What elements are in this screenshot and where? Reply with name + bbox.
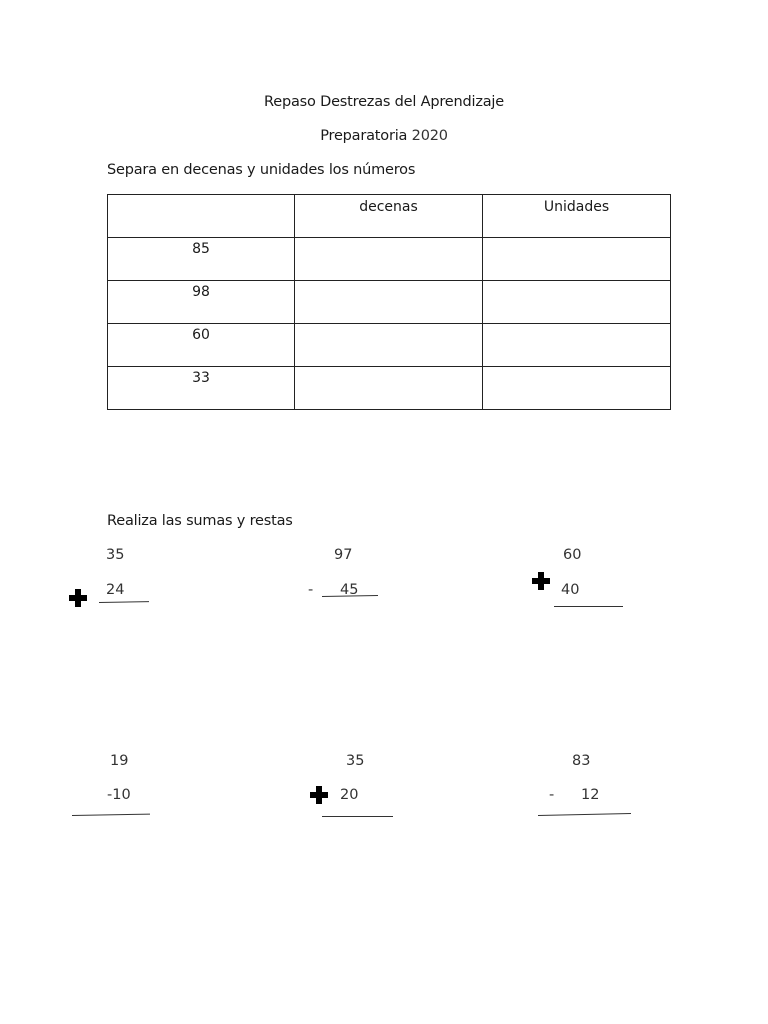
table-row bbox=[108, 281, 671, 324]
table-cell-units bbox=[483, 324, 671, 367]
problem-bottom-number: 12 bbox=[581, 787, 600, 803]
page-subtitle bbox=[0, 128, 768, 144]
table-cell-number: 33 bbox=[108, 367, 295, 410]
table-cell-number: 98 bbox=[108, 281, 295, 324]
problem-top-number: 35 bbox=[106, 547, 125, 563]
plus-icon bbox=[532, 572, 550, 590]
answer-line bbox=[322, 816, 393, 817]
answer-line bbox=[538, 813, 631, 816]
table-cell-units bbox=[483, 367, 671, 410]
section-instruction-tens-units: Separa en decenas y unidades los números bbox=[107, 162, 416, 178]
problem-top-number: 60 bbox=[563, 547, 582, 563]
table-row bbox=[108, 324, 671, 367]
problem-top-number: 35 bbox=[346, 753, 365, 769]
problem-top-number: 19 bbox=[110, 753, 129, 769]
table-cell-tens bbox=[295, 281, 483, 324]
answer-line bbox=[99, 601, 149, 603]
minus-sign: - bbox=[549, 787, 555, 803]
table-cell-number: 60 bbox=[108, 324, 295, 367]
table-cell-number: 85 bbox=[108, 238, 295, 281]
problem-bottom-number: 24 bbox=[106, 582, 125, 598]
grade-label: Preparatoria bbox=[320, 128, 408, 144]
table-header-cell: Unidades bbox=[483, 195, 671, 238]
table-row bbox=[108, 238, 671, 281]
table-cell-tens bbox=[295, 367, 483, 410]
answer-line bbox=[554, 606, 623, 607]
section-instruction-arithmetic: Realiza las sumas y restas bbox=[107, 513, 293, 529]
table-header-cell bbox=[108, 195, 295, 238]
problem-top-number: 83 bbox=[572, 753, 591, 769]
table-header-row bbox=[108, 195, 671, 238]
minus-sign: - bbox=[308, 582, 314, 598]
problem-bottom-number: 40 bbox=[561, 582, 580, 598]
table-row bbox=[108, 367, 671, 410]
answer-line bbox=[72, 814, 150, 816]
table-cell-units bbox=[483, 281, 671, 324]
year-label: 2020 bbox=[411, 128, 448, 144]
page-title: Repaso Destrezas del Aprendizaje bbox=[264, 94, 504, 110]
tens-units-table bbox=[107, 194, 671, 410]
problem-bottom-number: 45 bbox=[340, 582, 359, 598]
plus-icon bbox=[310, 786, 328, 804]
table-cell-tens bbox=[295, 238, 483, 281]
table-cell-tens bbox=[295, 324, 483, 367]
table-header-cell: decenas bbox=[295, 195, 483, 238]
problem-bottom-number: 20 bbox=[340, 787, 359, 803]
problem-bottom-number: -10 bbox=[107, 787, 131, 803]
problem-top-number: 97 bbox=[334, 547, 353, 563]
plus-icon bbox=[69, 589, 87, 607]
table-cell-units bbox=[483, 238, 671, 281]
